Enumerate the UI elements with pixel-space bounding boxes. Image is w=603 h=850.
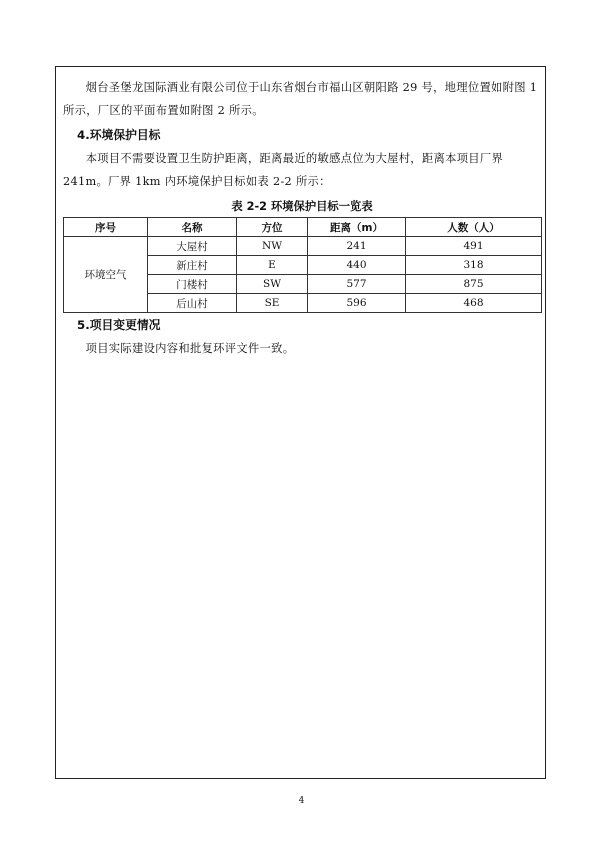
section-5-paragraph: 项目实际建设内容和批复环评文件一致。 [85,342,295,355]
header-distance: 距离（m） [308,218,406,237]
row-population: 468 [406,294,542,313]
row-name: 新庄村 [148,256,237,275]
row-distance: 577 [308,275,406,294]
document-frame [55,66,546,779]
row-direction: NW [237,237,308,256]
table-header-row [64,218,542,237]
section-4-heading: 4.环境保护目标 [77,128,161,142]
content-area [63,67,541,360]
row-name: 后山村 [148,294,237,313]
page-number: 4 [298,796,305,806]
table-row [64,237,542,256]
row-name: 大屋村 [148,237,237,256]
section-5-heading: 5.项目变更情况 [77,318,161,332]
header-population: 人数（人） [406,218,542,237]
row-direction: SW [237,275,308,294]
row-population: 875 [406,275,542,294]
row-distance: 440 [308,256,406,275]
header-name: 名称 [148,218,237,237]
row-name: 门楼村 [148,275,237,294]
intro-paragraph: 烟台圣堡龙国际酒业有限公司位于山东省烟台市福山区朝阳路 29 号，地理位置如附图 1 所示，厂区的平面布置如附图 2 所示。 [63,81,538,117]
header-direction: 方位 [237,218,308,237]
environmental-targets-table [63,217,542,313]
row-direction: SE [237,294,308,313]
group-label: 环境空气 [64,237,148,313]
header-index: 序号 [64,218,148,237]
row-distance: 596 [308,294,406,313]
row-direction: E [237,256,308,275]
table-caption: 表 2-2 环境保护目标一览表 [231,200,373,213]
row-population: 318 [406,256,542,275]
section-4-paragraph: 本项目不需要设置卫生防护距离，距离最近的敏感点位为大屋村，距离本项目厂界 241m。厂界 1km 内环境保护目标如表 2-2 所示： [63,152,504,188]
row-population: 491 [406,237,542,256]
row-distance: 241 [308,237,406,256]
